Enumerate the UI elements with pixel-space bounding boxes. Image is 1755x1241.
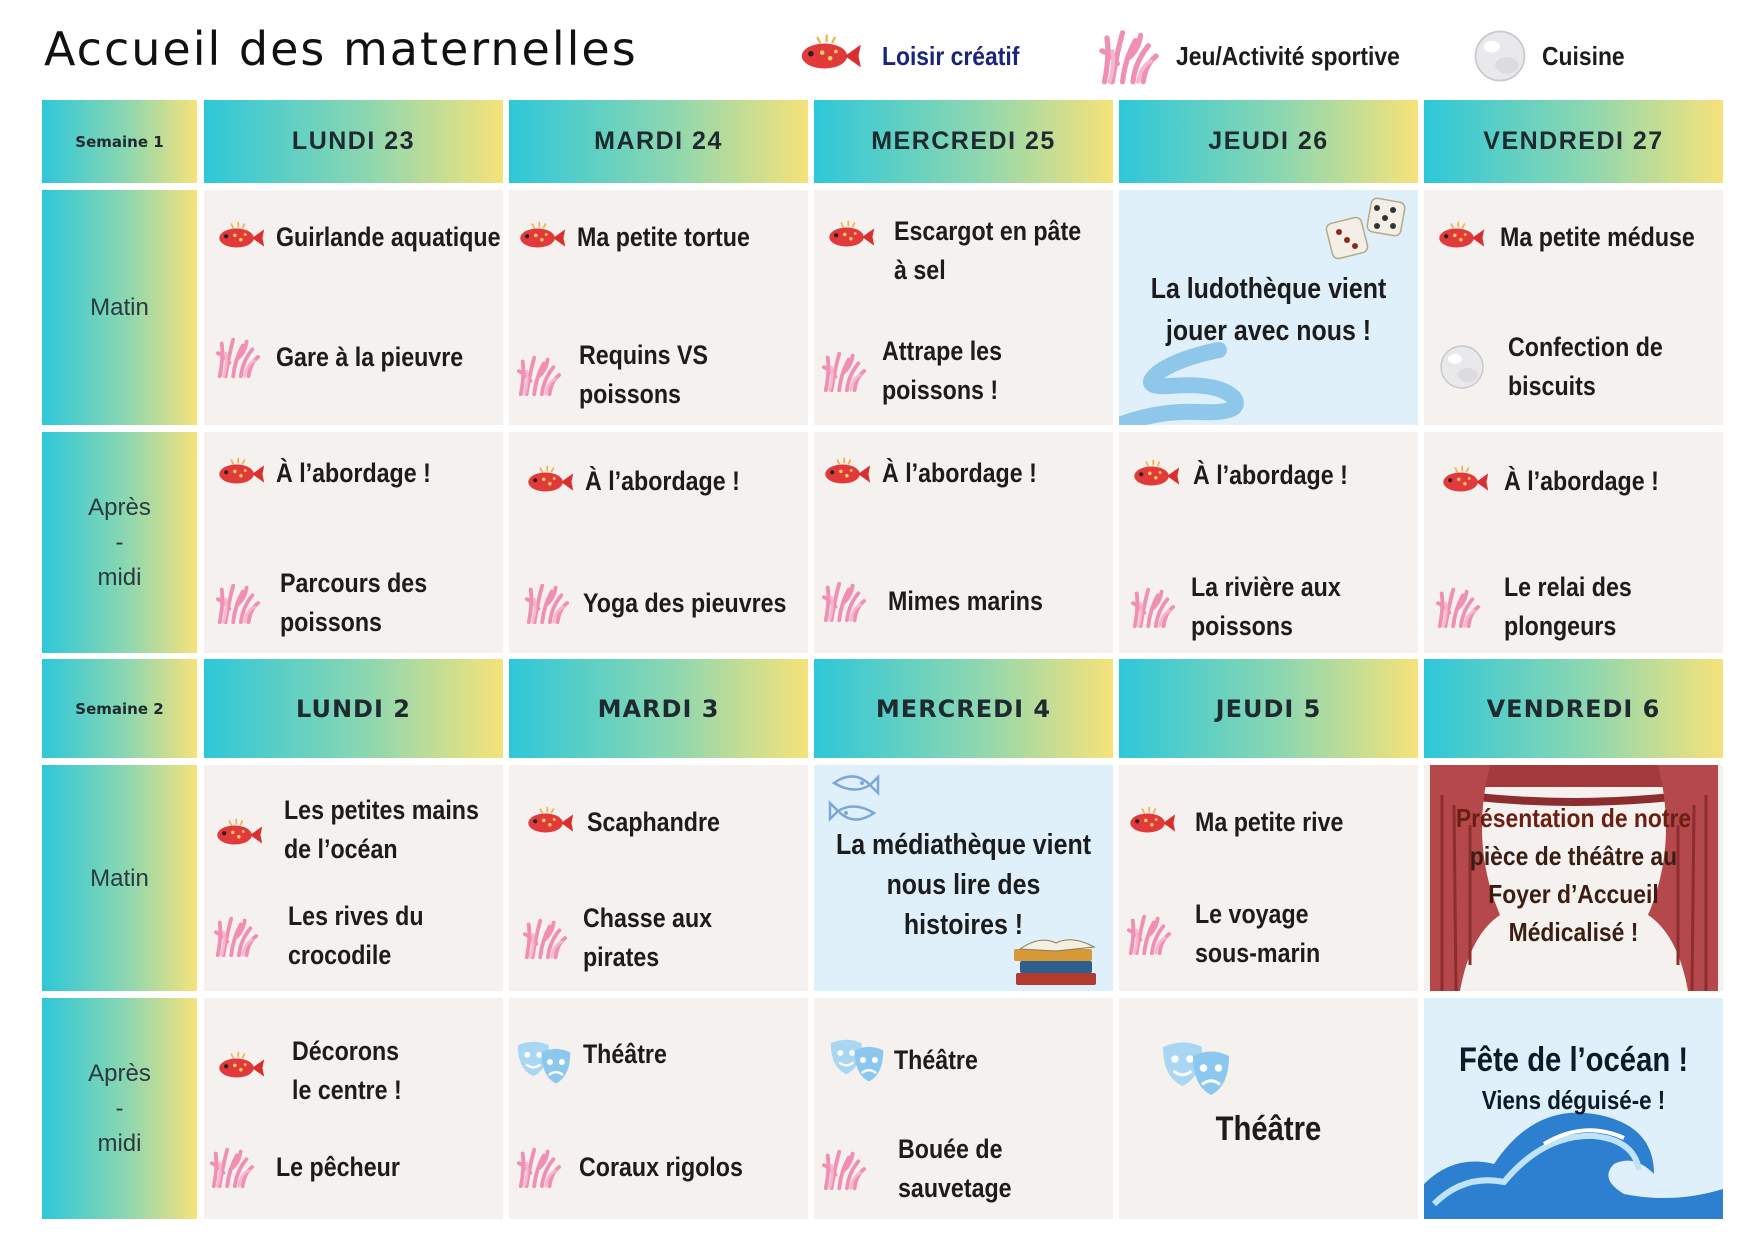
red-fish-icon <box>214 455 266 493</box>
activity-title: Théâtre <box>583 1038 667 1069</box>
pink-coral-icon <box>521 915 569 961</box>
day-header: MERCREDI 25 <box>814 100 1113 183</box>
pink-coral-icon <box>1096 25 1162 87</box>
special-text: La médiathèque vient <box>835 829 1091 861</box>
activity-title: plongeurs <box>1504 611 1617 641</box>
theater-masks-icon <box>826 1036 888 1084</box>
fish-sign-icon <box>824 769 884 829</box>
week-1-label: Semaine 1 <box>42 100 197 183</box>
activity-title: poissons <box>280 607 382 637</box>
activity-title: biscuits <box>1508 371 1596 401</box>
theatre-cell <box>1119 998 1418 1219</box>
day-header: JEUDI 5 <box>1119 659 1418 758</box>
row-label-matin: Matin <box>42 765 197 991</box>
pink-coral-icon <box>1434 584 1482 630</box>
activity-title: Scaphandre <box>587 807 720 837</box>
week-2-label: Semaine 2 <box>42 659 197 758</box>
pink-coral-icon <box>214 580 262 626</box>
row-label-apres-midi: Après - midi <box>42 998 197 1219</box>
ludotheque-cell <box>1119 190 1418 425</box>
books-icon <box>1010 933 1100 989</box>
legend-label: Cuisine <box>1542 40 1625 71</box>
red-fish-icon <box>214 1049 266 1087</box>
day-header: MARDI 3 <box>509 659 808 758</box>
activity-cell <box>509 765 808 991</box>
special-text: Théâtre <box>1215 1110 1322 1148</box>
activity-title: crocodile <box>288 940 392 970</box>
activity-title: À l’abordage ! <box>1504 466 1659 496</box>
activity-title: Escargot en pâte <box>894 216 1082 246</box>
red-fish-icon <box>523 463 575 501</box>
red-fish-icon <box>1129 457 1181 495</box>
activity-title: Coraux rigolos <box>579 1151 743 1182</box>
day-header: VENDREDI 27 <box>1424 100 1723 183</box>
day-header: JEUDI 26 <box>1119 100 1418 183</box>
activity-title: Yoga des pieuvres <box>583 587 787 618</box>
pink-coral-icon <box>820 348 868 394</box>
dice-icon <box>1325 194 1415 264</box>
activity-title: le centre ! <box>292 1075 402 1105</box>
activity-title: de l’océan <box>284 834 398 864</box>
special-text: nous lire des histoires ! <box>886 869 1041 941</box>
theatre-presentation-cell <box>1424 765 1723 991</box>
special-text: Présentation de notre <box>1455 803 1692 833</box>
legend-label: Loisir créatif <box>882 40 1020 71</box>
fete-subtitle: Viens déguisé-e ! <box>1481 1085 1666 1115</box>
red-fish-icon <box>214 219 266 257</box>
activity-title: Requins VS <box>579 340 709 370</box>
activity-title: À l’abordage ! <box>882 458 1037 488</box>
activity-cell <box>1424 432 1723 653</box>
activity-cell <box>1119 765 1418 991</box>
activity-title: À l’abordage ! <box>585 466 740 496</box>
red-fish-icon <box>1434 219 1486 257</box>
activity-cell <box>204 432 503 653</box>
pink-coral-icon <box>1125 911 1173 957</box>
red-fish-icon <box>1438 463 1490 501</box>
pearl-icon <box>1438 343 1486 391</box>
river-icon <box>1119 340 1249 425</box>
activity-title: Confection de <box>1508 332 1663 362</box>
activity-cell <box>1119 432 1418 653</box>
activity-cell <box>814 190 1113 425</box>
legend-loisir <box>790 26 1038 86</box>
pink-coral-icon <box>820 578 868 624</box>
page-title: Accueil des maternelles <box>44 22 638 76</box>
theater-masks-icon <box>1157 1038 1235 1098</box>
day-header: VENDREDI 6 <box>1424 659 1723 758</box>
activity-cell <box>814 432 1113 653</box>
activity-title: Guirlande aquatique <box>276 222 501 252</box>
activity-title: Le voyage <box>1195 899 1309 929</box>
activity-title: La rivière aux <box>1191 572 1341 602</box>
pink-coral-icon <box>212 913 260 959</box>
special-text: La ludothèque vient <box>1150 273 1387 305</box>
special-text: pièce de théâtre au <box>1469 841 1678 871</box>
activity-title: sous-marin <box>1195 938 1321 968</box>
day-header: MARDI 24 <box>509 100 808 183</box>
special-text: Médicalisé ! <box>1508 917 1639 947</box>
red-fish-icon <box>790 31 868 81</box>
activity-title: Théâtre <box>894 1044 978 1075</box>
pink-coral-icon <box>820 1146 868 1192</box>
legend-cuisine <box>1472 26 1636 86</box>
pink-coral-icon <box>1129 584 1177 630</box>
red-fish-icon <box>820 455 872 493</box>
activity-title: poissons <box>1191 611 1293 641</box>
day-header: MERCREDI 4 <box>814 659 1113 758</box>
red-fish-icon <box>212 816 264 854</box>
pink-coral-icon <box>208 1144 256 1190</box>
activity-title: Ma petite tortue <box>577 222 750 252</box>
mediatheque-cell <box>814 765 1113 991</box>
activity-title: À l’abordage ! <box>1193 460 1348 490</box>
activity-title: pirates <box>583 942 660 972</box>
activity-cell <box>814 998 1113 1219</box>
red-fish-icon <box>515 219 567 257</box>
activity-title: Ma petite méduse <box>1500 222 1695 252</box>
activity-title: Les rives du <box>288 901 424 931</box>
activity-cell <box>204 190 503 425</box>
day-header: LUNDI 2 <box>204 659 503 758</box>
fete-cell <box>1424 998 1723 1219</box>
pink-coral-icon <box>515 1144 563 1190</box>
activity-title: poissons ! <box>882 375 999 405</box>
activity-title: Le relai des <box>1504 572 1632 602</box>
activity-cell <box>204 765 503 991</box>
fete-title: Fête de l’océan ! <box>1458 1041 1689 1079</box>
red-fish-icon <box>1125 804 1177 842</box>
activity-cell <box>509 190 808 425</box>
activity-title: Les petites mains <box>284 795 479 825</box>
pink-coral-icon <box>214 334 262 380</box>
activity-title: Gare à la pieuvre <box>276 341 464 372</box>
activity-title: sauvetage <box>898 1173 1012 1203</box>
activity-title: Chasse aux <box>583 903 713 933</box>
theater-masks-icon <box>513 1038 575 1086</box>
red-fish-icon <box>523 804 575 842</box>
activity-title: Bouée de <box>898 1134 1003 1164</box>
pink-coral-icon <box>523 580 571 626</box>
activity-title: à sel <box>894 255 946 285</box>
legend-label: Jeu/Activité sportive <box>1176 40 1400 71</box>
activity-title: À l’abordage ! <box>276 458 431 488</box>
special-text: jouer avec nous ! <box>1165 315 1372 347</box>
pink-coral-icon <box>515 352 563 398</box>
activity-title: Ma petite rive <box>1195 807 1344 837</box>
pearl-icon <box>1472 28 1528 84</box>
activity-title: Décorons <box>292 1036 400 1066</box>
activity-title: Le pêcheur <box>276 1151 400 1182</box>
activity-title: Attrape les <box>882 336 1003 366</box>
special-text: Foyer d’Accueil <box>1488 879 1659 909</box>
activity-cell <box>1424 190 1723 425</box>
red-fish-icon <box>824 218 876 256</box>
row-label-apres-midi: Après - midi <box>42 432 197 653</box>
legend-sport <box>1096 26 1430 86</box>
activity-title: poissons <box>579 379 681 409</box>
activity-cell <box>204 998 503 1219</box>
day-header: LUNDI 23 <box>204 100 503 183</box>
activity-title: Mimes marins <box>888 585 1043 616</box>
activity-cell <box>509 432 808 653</box>
row-label-matin: Matin <box>42 190 197 425</box>
activity-title: Parcours des <box>280 568 428 598</box>
activity-cell <box>509 998 808 1219</box>
